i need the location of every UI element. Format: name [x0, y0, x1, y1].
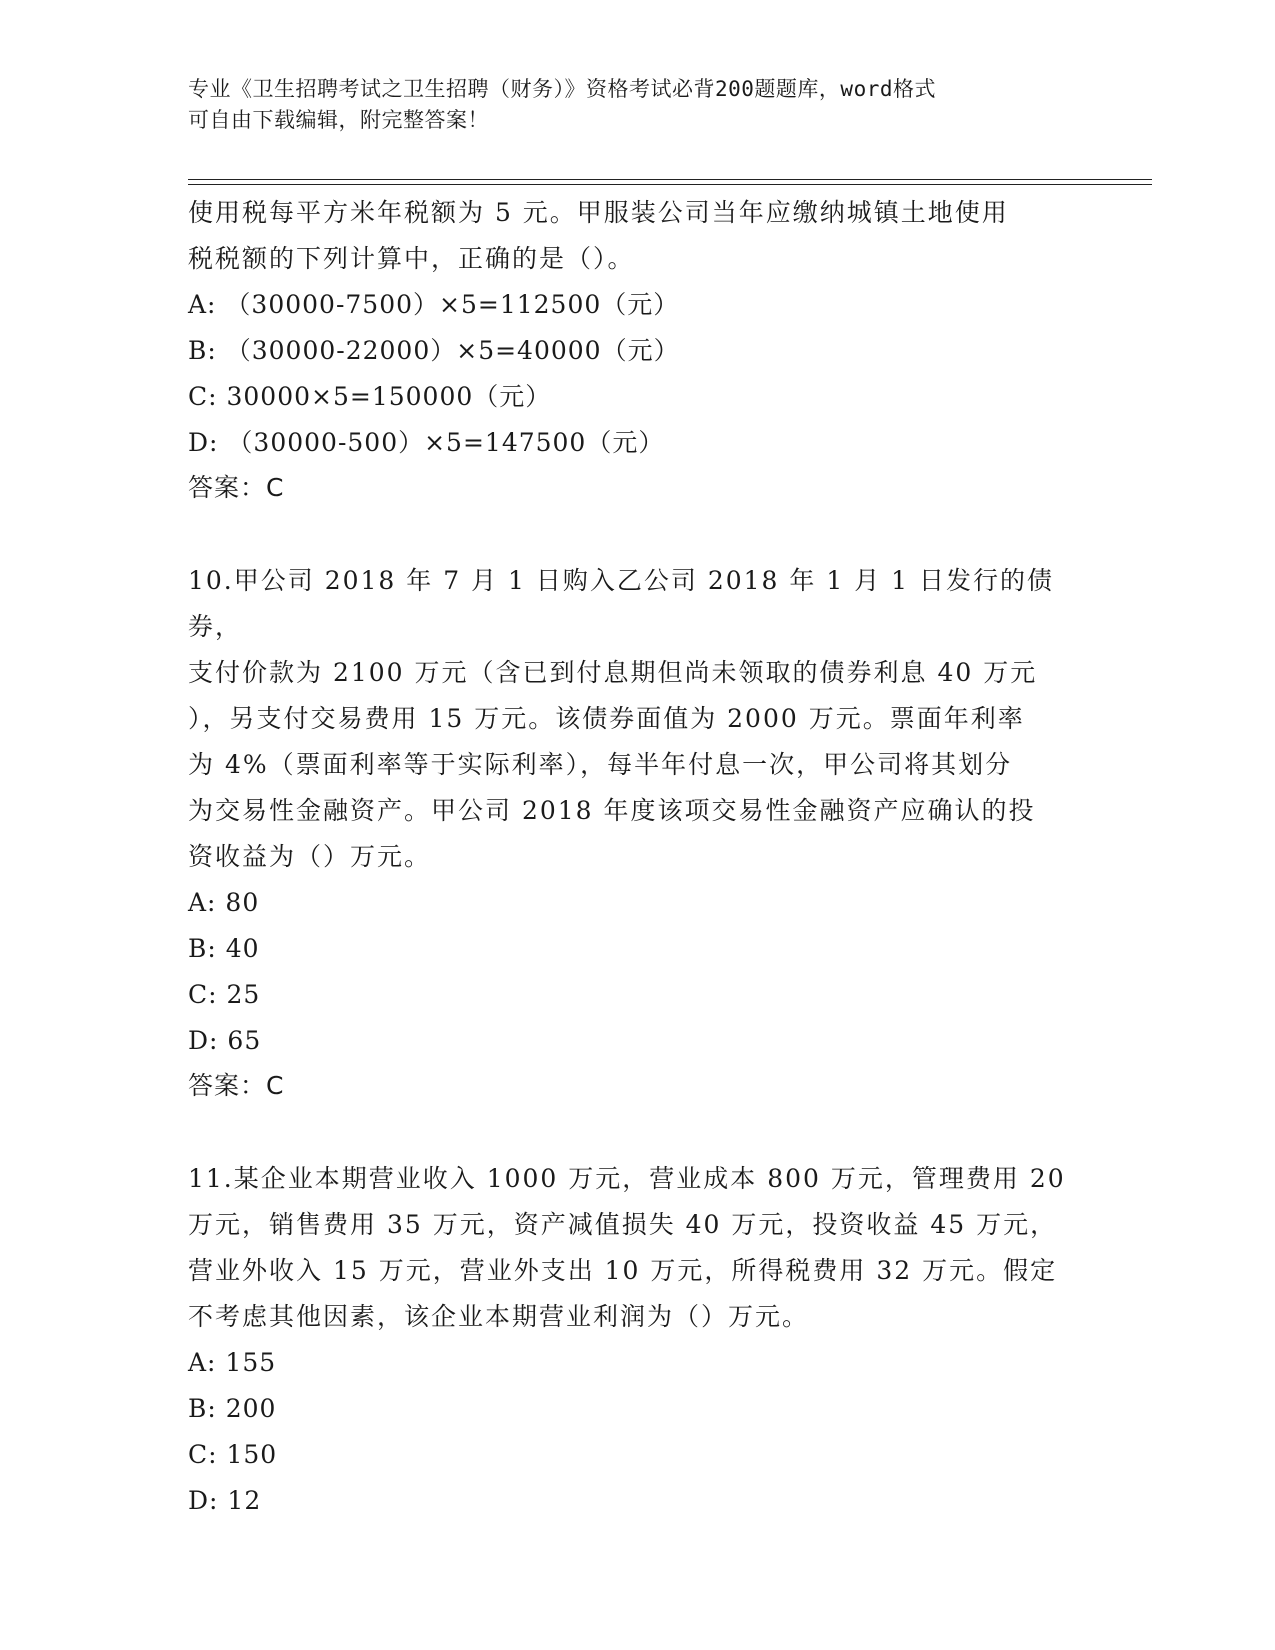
question-stem-line: 税税额的下列计算中，正确的是（）。: [188, 244, 635, 273]
header-divider-bottom: [188, 184, 1152, 185]
option-c: C: 150: [188, 1440, 278, 1469]
header-divider-top: [188, 179, 1152, 180]
header-title-line-1: 专业《卫生招聘考试之卫生招聘（财务）》资格考试必背200题题库，word格式: [188, 77, 936, 101]
option-d: D: 65: [188, 1026, 262, 1055]
question-stem-line: 资收益为（）万元。: [188, 842, 432, 871]
option-d: D: （30000-500）×5=147500（元）: [188, 428, 665, 457]
answer-line: 答案：C: [188, 473, 285, 502]
question-stem-line: 为 4%（票面利率等于实际利率），每半年付息一次，甲公司将其划分: [188, 750, 1013, 779]
option-b: B: （30000-22000）×5=40000（元）: [188, 336, 680, 365]
option-d: D: 12: [188, 1486, 262, 1515]
question-stem-line: 支付价款为 2100 万元（含已到付息期但尚未领取的债券利息 40 万元: [188, 658, 1038, 687]
question-stem-line: ），另支付交易费用 15 万元。该债券面值为 2000 万元。票面年利率: [188, 704, 1025, 733]
question-11: [188, 1156, 1088, 1524]
question-list: [188, 190, 1088, 1524]
question-10: [188, 558, 1088, 1108]
question-stem-line: 使用税每平方米年税额为 5 元。甲服装公司当年应缴纳城镇土地使用: [188, 198, 1009, 227]
document-header: [188, 74, 1088, 136]
option-b: B: 200: [188, 1394, 277, 1423]
option-a: A: 155: [188, 1348, 277, 1377]
question-stem-line: 为交易性金融资产。甲公司 2018 年度该项交易性金融资产应确认的投: [188, 796, 1036, 825]
answer-line: 答案：C: [188, 1071, 285, 1100]
question-stem-line: 营业外收入 15 万元，营业外支出 10 万元，所得税费用 32 万元。假定: [188, 1256, 1058, 1285]
question-9: [188, 190, 1088, 510]
option-c: C: 30000×5=150000（元）: [188, 382, 552, 411]
question-stem-line: 10.甲公司 2018 年 7 月 1 日购入乙公司 2018 年 1 月 1 日发行的债券，: [188, 566, 1054, 641]
question-stem-line: 万元，销售费用 35 万元，资产减值损失 40 万元，投资收益 45 万元，: [188, 1210, 1058, 1239]
option-c: C: 25: [188, 980, 261, 1009]
question-stem-line: 不考虑其他因素，该企业本期营业利润为（）万元。: [188, 1302, 810, 1331]
header-title-line-2: 可自由下载编辑，附完整答案！: [188, 108, 489, 132]
option-a: A: 80: [188, 888, 260, 917]
option-a: A: （30000-7500）×5=112500（元）: [188, 290, 680, 319]
option-b: B: 40: [188, 934, 260, 963]
question-stem-line: 11.某企业本期营业收入 1000 万元，营业成本 800 万元，管理费用 20: [188, 1164, 1066, 1193]
